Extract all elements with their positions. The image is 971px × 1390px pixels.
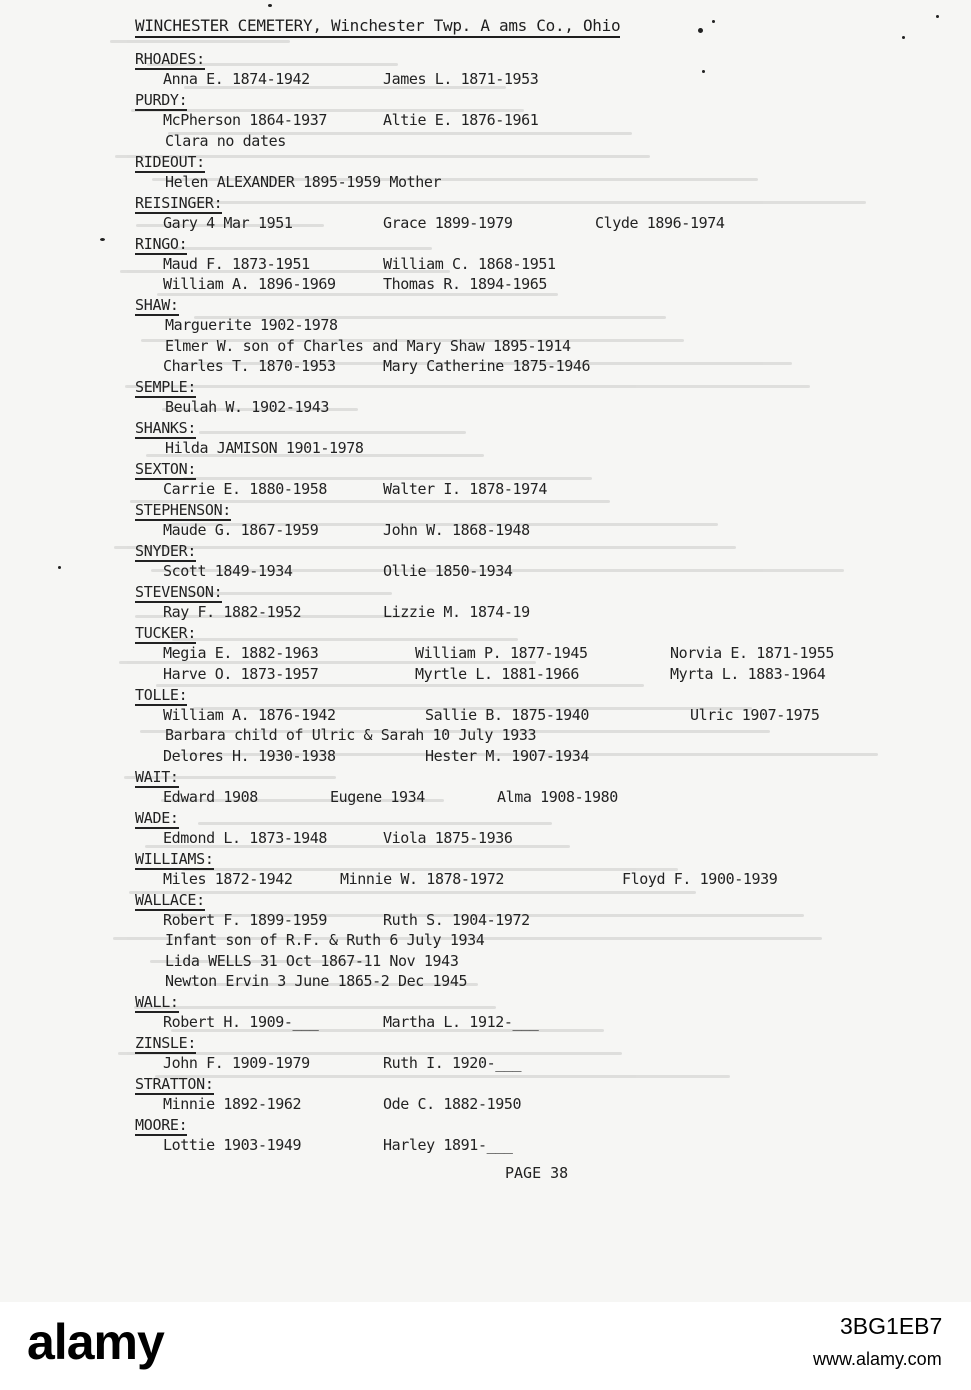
family-surname: RIDEOUT: [135,152,205,171]
family-surname: SNYDER: [135,542,197,560]
burial-entry: Clara no dates [165,132,286,150]
burial-entry: Myrtle L. 1881-1966 [415,665,579,683]
burial-entry: Myrta L. 1883-1964 [670,665,826,683]
ink-speck [936,15,939,18]
family-surname: ZINSLE: [135,1034,197,1052]
burial-entry: Infant son of R.F. & Ruth 6 July 1934 [165,931,485,949]
bleed-through-line [199,431,466,434]
image-id: 3BG1EB7 [840,1313,943,1339]
burial-entry: Ode C. 1882-1950 [383,1095,522,1113]
family-surname: SHANKS: [135,419,197,437]
burial-entry: Robert F. 1899-1959 [163,911,327,929]
bleed-through-line [173,247,432,250]
burial-entry: Ulric 1907-1975 [690,706,820,724]
burial-entry: Miles 1872-1942 [163,870,293,888]
burial-entry: Ruth S. 1904-1972 [383,911,530,929]
family-surname: WAIT: [135,767,179,786]
burial-entry: Maud F. 1873-1951 [163,255,310,273]
burial-entry: Floyd F. 1900-1939 [622,870,778,888]
burial-entry: Newton Ervin 3 June 1865-2 Dec 1945 [165,972,468,990]
family-surname: MOORE: [135,1116,188,1134]
burial-entry: McPherson 1864-1937 [163,111,327,129]
burial-entry: Ruth I. 1920-___ [383,1054,522,1072]
burial-entry: Charles T. 1870-1953 [163,357,336,375]
family-surname: RHOADES: [135,50,205,68]
burial-entry: Eugene 1934 [330,788,425,806]
burial-entry: Edward 1908 [163,788,258,806]
alamy-logo: alamy [27,1314,164,1370]
bleed-through-line [114,546,736,549]
burial-entry: Hester M. 1907-1934 [425,747,589,765]
family-surname: WALLACE: [135,890,205,909]
bleed-through-line [155,1075,730,1078]
family-surname: TUCKER: [135,624,197,642]
bleed-through-line [189,201,866,204]
burial-entry: James L. 1871-1953 [383,70,539,88]
family-surname: WILLIAMS: [135,849,214,868]
burial-entry: Minnie W. 1878-1972 [340,870,504,888]
family-surname: STEPHENSON: [135,501,232,519]
family-surname: REISINGER: [135,193,223,212]
burial-entry: Norvia E. 1871-1955 [670,644,834,662]
burial-entry: Megia E. 1882-1963 [163,644,319,662]
burial-entry: Scott 1849-1934 [163,562,293,580]
burial-entry: Lottie 1903-1949 [163,1136,302,1154]
ink-speck [100,238,105,241]
ink-speck [268,4,272,7]
bleed-through-line [157,293,558,296]
page-number: PAGE 38 [505,1164,569,1182]
family-surname: SHAW: [135,296,179,314]
family-surname: RINGO: [135,234,188,253]
burial-entry: John F. 1909-1979 [163,1054,310,1072]
ink-speck [702,70,705,73]
bleed-through-line [134,1006,496,1009]
family-surname: STRATTON: [135,1075,214,1093]
burial-entry: Sallie B. 1875-1940 [425,706,589,724]
watermark-url: www.alamy.com [813,1349,942,1369]
bleed-through-line [172,638,518,641]
page-title: WINCHESTER CEMETERY, Winchester Twp. A ams Co., Ohio [135,16,620,38]
burial-entry: Grace 1899-1979 [383,214,513,232]
ink-speck [698,28,703,33]
bleed-through-line [129,891,696,894]
burial-entry: Gary 4 Mar 1951 [163,214,293,232]
burial-entry: Lizzie M. 1874-19 [383,603,530,621]
bleed-through-line [156,684,644,687]
burial-entry: Elmer W. son of Charles and Mary Shaw 1895-1914 [165,337,571,355]
burial-entry: Harley 1891-___ [383,1136,513,1154]
burial-entry: William A. 1876-1942 [163,706,336,724]
ink-speck [902,36,905,39]
burial-entry: Clyde 1896-1974 [595,214,725,232]
burial-entry: Thomas R. 1894-1965 [383,275,547,293]
burial-entry: Mary Catherine 1875-1946 [383,357,591,375]
burial-entry: Ollie 1850-1934 [383,562,513,580]
burial-entry: Anna E. 1874-1942 [163,70,310,88]
burial-entry: Ray F. 1882-1952 [163,603,302,621]
burial-entry: Altie E. 1876-1961 [383,111,539,129]
family-surname: PURDY: [135,91,188,109]
burial-entry: Walter I. 1878-1974 [383,480,547,498]
burial-entry: Martha L. 1912-___ [383,1013,539,1031]
burial-entry: Helen ALEXANDER 1895-1959 Mother [165,173,442,191]
family-surname: SEMPLE: [135,378,197,396]
burial-entry: Marguerite 1902-1978 [165,316,338,334]
burial-entry: Lida WELLS 31 Oct 1867-11 Nov 1943 [165,952,459,970]
burial-entry: Carrie E. 1880-1958 [163,480,327,498]
burial-entry: Robert H. 1909-___ [163,1013,319,1031]
burial-entry: William P. 1877-1945 [415,644,588,662]
burial-entry: Beulah W. 1902-1943 [165,398,329,416]
burial-entry: Delores H. 1930-1938 [163,747,336,765]
burial-entry: Minnie 1892-1962 [163,1095,302,1113]
bleed-through-line [198,822,552,825]
bleed-through-line [125,385,810,388]
burial-entry: William C. 1868-1951 [383,255,556,273]
burial-entry: Hilda JAMISON 1901-1978 [165,439,364,457]
family-surname: TOLLE: [135,685,188,704]
family-surname: STEVENSON: [135,583,223,601]
burial-entry: Viola 1875-1936 [383,829,513,847]
family-surname: WALL: [135,993,179,1011]
bleed-through-line [110,40,290,43]
burial-entry: Alma 1908-1980 [497,788,618,806]
ink-speck [712,20,715,23]
burial-entry: William A. 1896-1969 [163,275,336,293]
burial-entry: Harve O. 1873-1957 [163,665,319,683]
burial-entry: John W. 1868-1948 [383,521,530,539]
family-surname: WADE: [135,808,179,827]
burial-entry: Edmond L. 1873-1948 [163,829,327,847]
ink-speck [58,566,61,569]
family-surname: SEXTON: [135,460,197,478]
burial-entry: Maude G. 1867-1959 [163,521,319,539]
burial-entry: Barbara child of Ulric & Sarah 10 July 1933 [165,726,537,744]
